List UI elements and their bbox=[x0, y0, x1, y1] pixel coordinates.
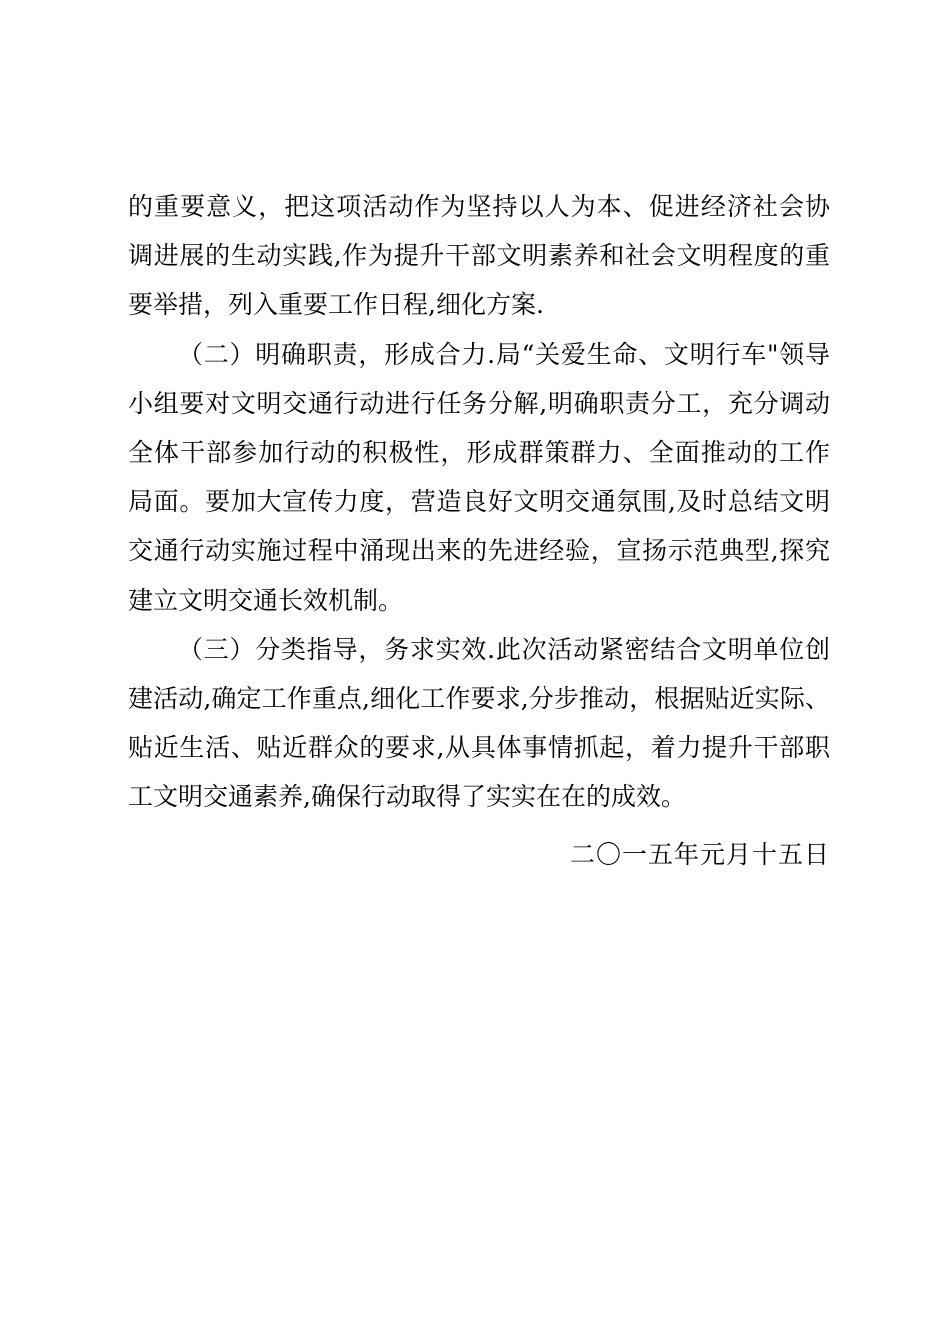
paragraph-2-line-1: （二）明确职责，形成合力.局“关爱生命、文明行车"领导 bbox=[178, 339, 830, 369]
paragraph-2-line-5: 交通行动实施过程中涌现出来的先进经验，宣扬示范典型,探究 bbox=[128, 536, 830, 566]
body-text bbox=[128, 182, 830, 821]
paragraph-3-line-2: 建活动,确定工作重点,细化工作要求,分步推动，根据贴近实际、 bbox=[128, 683, 830, 713]
paragraph-1-line-1: 的重要意义，把这项活动作为坚持以人为本、促进经济社会协 bbox=[128, 192, 830, 221]
paragraph-2-line-6: 建立文明交通长效机制。 bbox=[128, 585, 404, 615]
paragraph-2-line-2: 小组要对文明交通行动进行任务分解,明确职责分工，充分调动 bbox=[128, 388, 830, 418]
paragraph-1-line-2: 调进展的生动实践,作为提升干部文明素养和社会文明程度的重 bbox=[128, 241, 830, 271]
paragraph-3-line-4: 工文明交通素养,确保行动取得了实实在在的成效。 bbox=[128, 782, 686, 812]
paragraph-2-line-4: 局面。要加大宣传力度，营造良好文明交通氛围,及时总结文明 bbox=[128, 487, 830, 517]
signature-date: 二〇一五年元月十五日 bbox=[569, 840, 830, 869]
paragraph-3-line-3: 贴近生活、贴近群众的要求,从具体事情抓起，着力提升干部职 bbox=[128, 733, 830, 763]
paragraph-2-line-3: 全体干部参加行动的积极性，形成群策群力、全面推动的工作 bbox=[128, 437, 830, 467]
paragraph-3-line-1: （三）分类指导，务求实效.此次活动紧密结合文明单位创 bbox=[178, 634, 830, 664]
paragraph-1-line-3: 要举措，列入重要工作日程,细化方案. bbox=[128, 290, 544, 320]
